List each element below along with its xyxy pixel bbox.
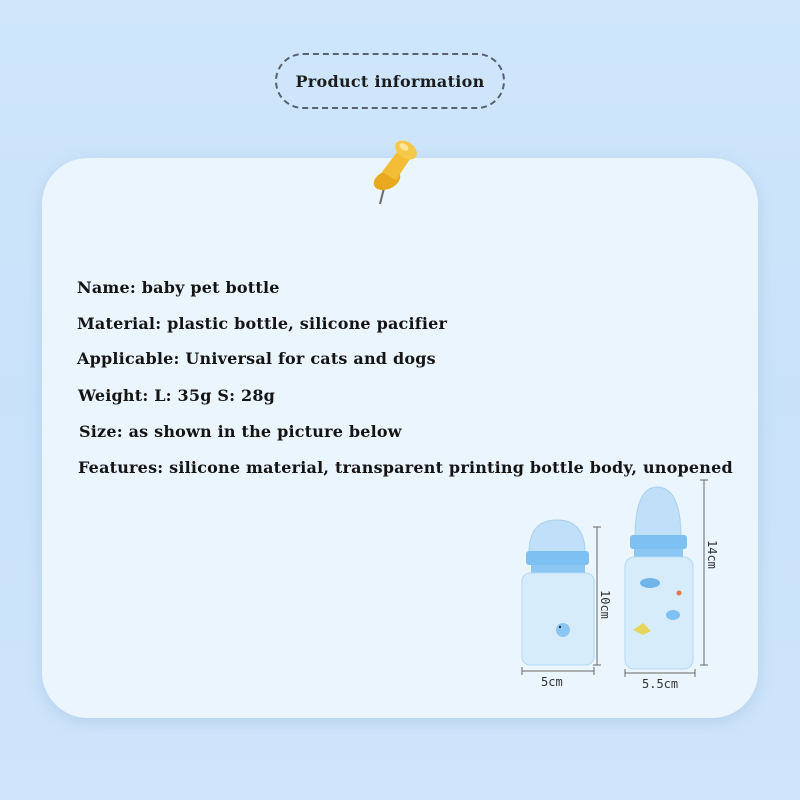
large-width-label: 5.5cm [642, 677, 679, 691]
large-height-label: 14cm [705, 540, 719, 569]
bottle-size-diagram [505, 475, 735, 700]
info-weight: Weight: L: 35g S: 28g [78, 386, 276, 405]
large-bottle [625, 487, 693, 669]
small-bottle [522, 520, 594, 665]
push-pin-icon [360, 128, 430, 208]
info-name: Name: baby pet bottle [77, 278, 280, 297]
info-applicable: Applicable: Universal for cats and dogs [77, 349, 436, 368]
small-height-label: 10cm [598, 590, 612, 619]
info-size: Size: as shown in the picture below [79, 422, 402, 441]
small-width-label: 5cm [541, 675, 563, 689]
info-material: Material: plastic bottle, silicone pacifier [77, 314, 448, 333]
product-information-title: Product information [275, 53, 505, 109]
info-features: Features: silicone material, transparent printing bottle body, unopened [78, 458, 733, 477]
